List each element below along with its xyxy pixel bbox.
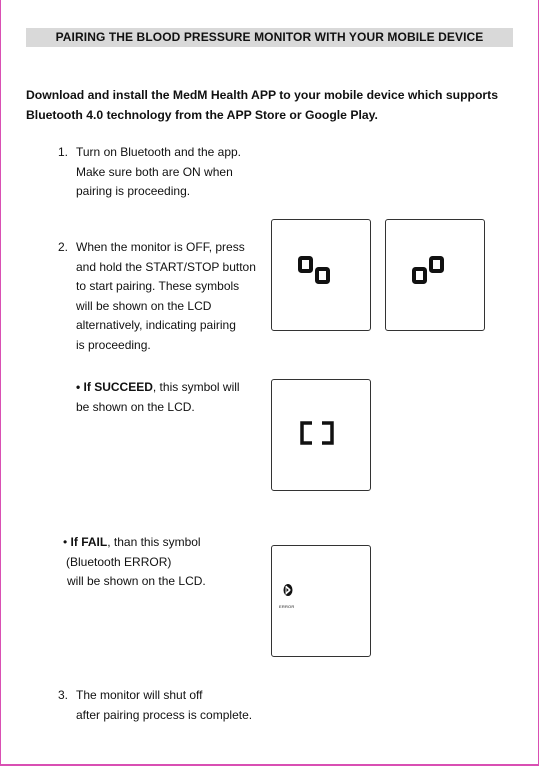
lcd-success-symbol: [271, 379, 371, 491]
step-2-line-4: will be shown on the LCD: [76, 298, 212, 313]
step-2-line-6: is proceeding.: [76, 337, 151, 352]
page-title: PAIRING THE BLOOD PRESSURE MONITOR WITH YOUR MOBILE DEVICE: [26, 28, 513, 47]
succeed-text: , this symbol will: [152, 380, 240, 394]
step-2: [58, 238, 256, 355]
fail-bullet: •: [63, 535, 68, 549]
step-2-line-2: and hold the START/STOP button: [76, 259, 256, 274]
pairing-symbol-1-icon: [272, 220, 370, 330]
succeed-line-2: be shown on the LCD.: [76, 399, 195, 414]
fail-text: , than this symbol: [107, 535, 201, 549]
succeed-label: If SUCCEED: [83, 380, 153, 394]
success-brackets-icon: [272, 380, 370, 490]
fail-label: If FAIL: [70, 535, 108, 549]
step-3-line-2: after pairing process is complete.: [76, 707, 253, 722]
step-1-line-3: pairing is proceeding.: [76, 184, 191, 198]
step-1-line-1: Turn on Bluetooth and the app.: [76, 145, 242, 159]
step-2-number: 2.: [58, 240, 69, 254]
fail-line-3: will be shown on the LCD.: [67, 574, 206, 588]
lcd-pairing-symbol-2: [385, 219, 485, 331]
pairing-symbol-2-icon: [386, 220, 484, 330]
step-2-line-3: to start pairing. These symbols: [76, 279, 240, 293]
lcd-bluetooth-error: [271, 545, 371, 657]
step-1-number: 1.: [58, 145, 69, 159]
intro-paragraph: Download and install the MedM Health APP to your mobile device which supports Bluetooth 4.0 technology from the APP Store or Google Play.: [26, 88, 498, 122]
step-3-number: 3.: [58, 688, 69, 702]
fail-note: [63, 533, 206, 592]
step-1-line-2: Make sure both are ON when: [76, 164, 233, 179]
step-2-line-1: When the monitor is OFF, press: [76, 240, 245, 254]
error-label: ERROR: [279, 604, 295, 609]
lcd-pairing-symbol-1: [271, 219, 371, 331]
bluetooth-icon: [272, 546, 370, 656]
fail-line-2: (Bluetooth ERROR): [66, 554, 172, 569]
succeed-bullet: •: [76, 380, 81, 394]
step-3: [58, 686, 252, 725]
step-2-line-5: alternatively, indicating pairing: [76, 318, 236, 332]
step-3-line-1: The monitor will shut off: [76, 688, 203, 702]
succeed-note: [76, 378, 240, 417]
step-1: [58, 143, 241, 202]
